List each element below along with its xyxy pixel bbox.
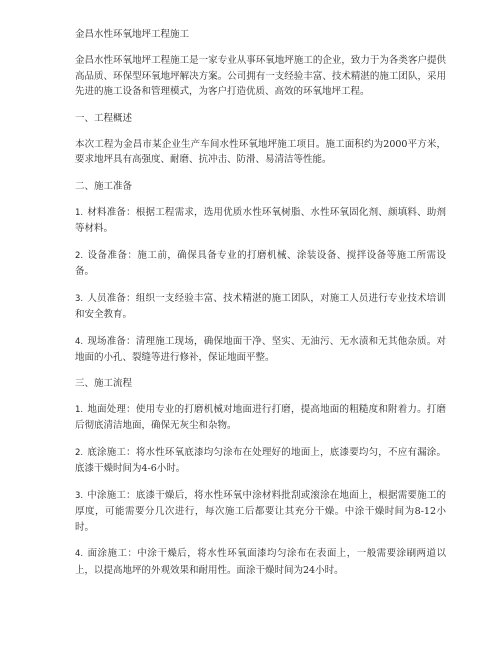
item-number: 2. xyxy=(75,447,84,458)
list-item xyxy=(75,291,446,323)
item-text: 人员准备：组织一支经验丰富、技术精湛的施工团队，对施工人员进行专业技术培训和安全教育。 xyxy=(75,292,446,320)
item-text: 地面处理：使用专业的打磨机械对地面进行打磨，提高地面的粗糙度和附着力。打磨后彻底清洁地面，确保无灰尘和杂物。 xyxy=(75,403,446,431)
item-number: 3. xyxy=(75,293,84,304)
item-number: 4. xyxy=(75,336,84,347)
list-item xyxy=(75,205,446,237)
item-text: 设备准备：施工前，确保具备专业的打磨机械、涂装设备、搅拌设备等施工所需设备。 xyxy=(75,249,446,277)
item-number: 1. xyxy=(75,404,84,415)
item-number: 3. xyxy=(75,490,84,501)
item-text: 材料准备：根据工程需求，选用优质水性环氧树脂、水性环氧固化剂、颜填料、助剂等材料。 xyxy=(75,206,446,234)
list-item xyxy=(75,334,446,366)
list-item xyxy=(75,546,446,578)
list-item xyxy=(75,488,446,536)
item-text: 面涂施工：中涂干燥后，将水性环氧面漆均匀涂布在表面上，一般需要涂刷两道以上，以提高地坪的外观效果和耐用性。面涂干燥时间为24小时。 xyxy=(75,548,446,576)
section-heading-process: 三、施工流程 xyxy=(75,377,133,389)
section-heading-preparation: 二、施工准备 xyxy=(75,180,133,192)
intro-paragraph: 金昌水性环氧地坪工程施工是一家专业从事环氧地坪施工的企业，致力于为各类客户提供高品质、环保型环氧地坪解决方案。公司拥有一支经验丰富、技术精湛的施工团队，采用先进的施工设备和管理模式，为客户打造优质、高效的环氧地坪工程。 xyxy=(75,55,446,97)
document-title: 金昌水性环氧地坪工程施工 xyxy=(75,29,190,40)
section-heading-overview: 一、工程概述 xyxy=(75,112,133,124)
item-text: 底涂施工：将水性环氧底漆均匀涂布在处理好的地面上，底漆要均匀，不应有漏涂。底漆干燥时间为4-6小时。 xyxy=(75,446,446,474)
item-number: 1. xyxy=(75,207,84,218)
list-item xyxy=(75,445,446,477)
item-number: 2. xyxy=(75,250,84,261)
item-text: 中涂施工：底漆干燥后，将水性环氧中涂材料批刮或滚涂在地面上，根据需要施工的厚度，可能需要分几次进行，每次施工后都要让其充分干燥。中涂干燥时间为8-12小时。 xyxy=(75,489,446,533)
item-text: 现场准备：清理施工现场，确保地面干净、坚实、无油污、无水渍和无其他杂质。对地面的小孔、裂缝等进行修补，保证地面平整。 xyxy=(75,335,446,363)
item-number: 4. xyxy=(75,549,84,559)
overview-paragraph: 本次工程为金昌市某企业生产车间水性环氧地坪施工项目。施工面积约为2000平方米，要求地坪具有高强度、耐磨、抗冲击、防滑、易清洁等性能。 xyxy=(75,138,446,165)
list-item xyxy=(75,248,446,280)
list-item xyxy=(75,402,446,434)
